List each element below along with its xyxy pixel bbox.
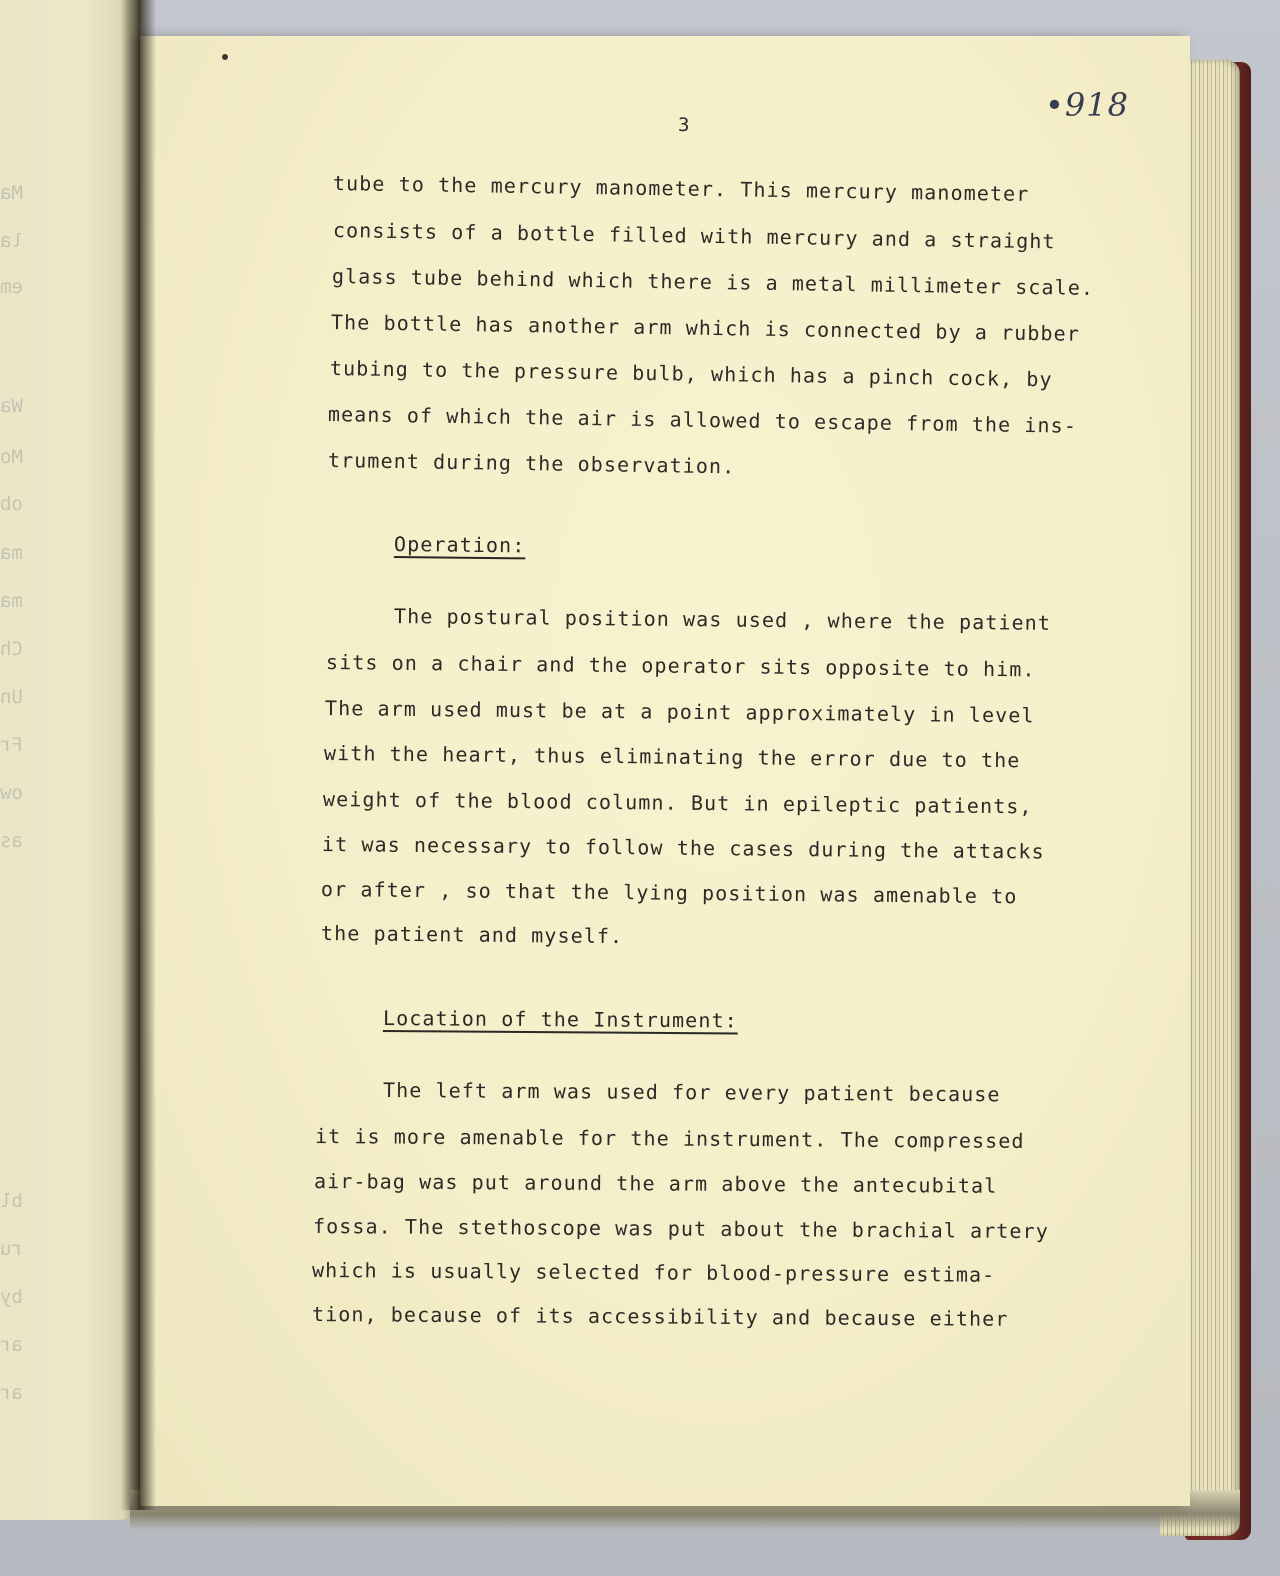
bleed-through-fragment: Mo [0,446,23,468]
body-line: fossa. The stethoscope was put about the brachial artery [312,1214,1049,1244]
body-line: with the heart, thus eliminating the error due to the [323,741,1021,773]
ink-dot [222,54,228,60]
body-line: trument during the observation. [327,448,736,479]
bleed-through-fragment: Ma [0,182,23,204]
bleed-through-fragment: by [0,1286,23,1308]
bleed-through-fragment: bl [0,1190,23,1212]
bleed-through-fragment: em [0,276,23,298]
body-line: air-bag was put around the arm above the antecubital [313,1169,998,1198]
body-line: tubing to the pressure bulb, which has a pinch cock, by [329,356,1053,392]
book-gutter-shadow [120,0,156,1510]
bleed-through-fragment: ob [0,493,23,515]
page-number: 3 [678,114,690,136]
bleed-through-fragment: ar [0,1382,23,1404]
body-line: The bottle has another arm which is connected by a rubber [330,310,1081,346]
body-line: the patient and myself. [320,921,624,949]
bleed-through-fragment: ma [0,542,23,564]
body-line: The arm used must be at a point approximately in level [324,696,1035,728]
previous-page-edge [0,0,140,1520]
body-line: it was necessary to follow the cases during the attacks [321,832,1045,864]
body-line: The postural position was used , where the patient [393,604,1052,635]
bleed-through-fragment: ar [0,1334,23,1356]
section-heading: Operation: [393,532,526,558]
bleed-through-fragment: Ch [0,638,23,660]
bleed-through-fragment: Un [0,686,23,708]
body-line: sits on a chair and the operator sits opposite to him. [325,650,1036,682]
handwritten-folio-number: •918 [1045,86,1129,124]
body-line: it is more amenable for the instrument. The compressed [314,1124,1025,1153]
body-line: tube to the mercury manometer. This mercury manometer [332,171,1030,206]
bleed-through-fragment: ow [0,782,23,804]
bleed-through-fragment: la [0,230,23,252]
section-heading: Location of the Instrument: [382,1006,738,1033]
bleed-through-fragment: Fr [0,734,23,756]
body-line: means of which the air is allowed to escape from the ins- [327,402,1078,438]
body-line: consists of a bottle filled with mercury and a straight [332,218,1056,254]
bleed-through-fragment: Wa [0,395,23,417]
body-line: The left arm was used for every patient because [382,1078,1001,1107]
body-line: which is usually selected for blood-pressure estima- [311,1258,996,1287]
bleed-through-fragment: ma [0,590,23,612]
typewritten-page [140,36,1190,1506]
body-line: weight of the blood column. But in epileptic patients, [322,787,1033,819]
body-line: glass tube behind which there is a metal millimeter scale. [331,264,1095,300]
body-line: tion, because of its accessibility and because either [311,1302,1009,1331]
bleed-through-fragment: ru [0,1238,23,1260]
body-line: or after , so that the lying position was amenable to [320,877,1018,909]
bleed-through-fragment: as [0,830,23,852]
